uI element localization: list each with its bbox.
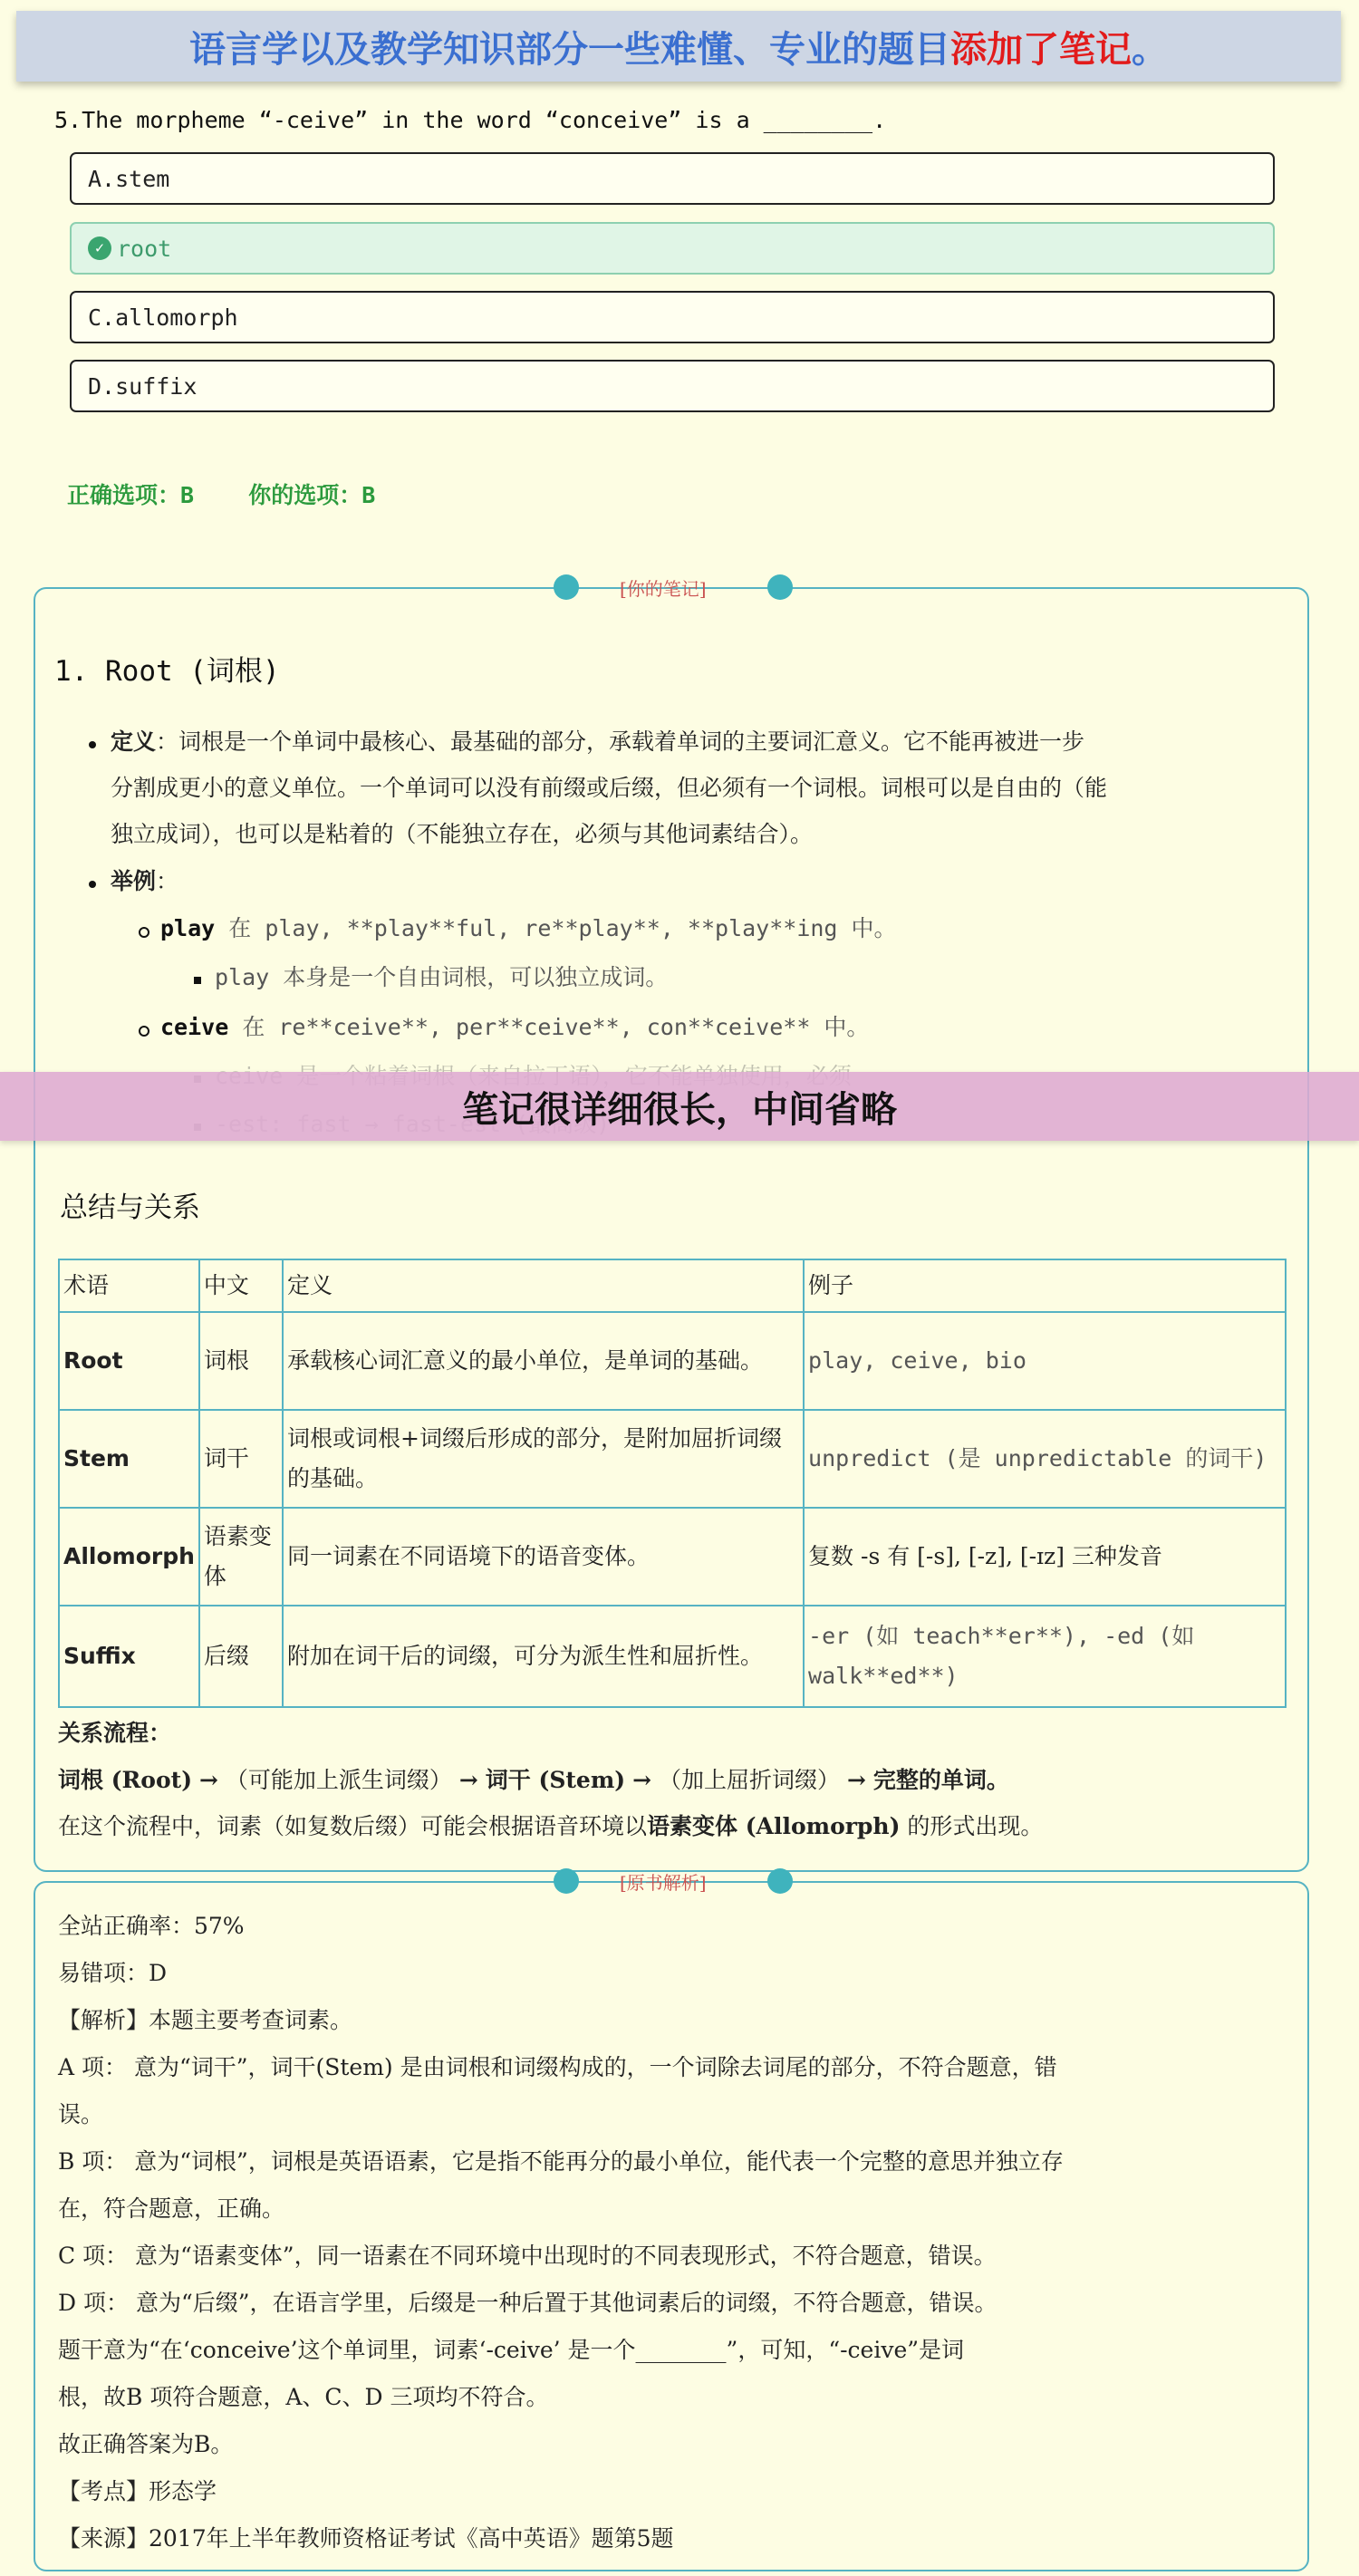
banner-period: 。 (1132, 28, 1168, 71)
table-cell-def: 附加在词干后的词缀，可分为派生性和屈折性。 (283, 1606, 804, 1707)
definition-block (111, 719, 1288, 857)
table-cell-example: play, ceive, bio (804, 1312, 1286, 1410)
table-cell-def: 承载核心词汇意义的最小单位，是单词的基础。 (283, 1312, 804, 1410)
analysis-line: 故正确答案为B。 (58, 2431, 234, 2457)
example-1: play 在 play, **play**ful, re**play**, **play**ing 中。 (160, 915, 897, 941)
correct-answer: 正确选项：B (67, 482, 195, 508)
table-cell-term: Allomorph (59, 1508, 199, 1606)
analysis-line: 误。 (58, 2101, 104, 2127)
table-cell-cn: 后缀 (199, 1606, 283, 1707)
table-cell-term: Suffix (59, 1606, 199, 1707)
option-d-label: D.suffix (88, 372, 198, 400)
definition-line-2: 分割成更小的意义单位。一个单词可以没有前缀或后缀，但必须有一个词根。词根可以是自由的（能 (111, 775, 1108, 801)
sub-sub-bullet (194, 977, 201, 984)
analysis-tag: [原书解析] (620, 1872, 707, 1894)
example-2: ceive 在 re**ceive**, per**ceive**, con**ceive** 中。 (160, 1014, 870, 1040)
analysis-line: A 项： 意为“词干”，词干(Stem) 是由词根和词缀构成的，一个词除去词尾的部分，不符合题意，错 (58, 2054, 1057, 2080)
analysis-line: 在，符合题意，正确。 (58, 2195, 285, 2222)
analysis-line: B 项： 意为“词根”，词根是英语语素，它是指不能再分的最小单位，能代表一个完整的意思并独立存 (58, 2148, 1064, 2175)
analysis-line: 根，故B 项符合题意，A、C、D 三项均不符合。 (58, 2384, 549, 2410)
analysis-right-dot (767, 1868, 793, 1894)
option-b[interactable] (70, 222, 1275, 275)
table-row (59, 1606, 1286, 1707)
omitted-overlay: 笔记很详细很长，中间省略 (0, 1072, 1359, 1141)
table-cell-term: Stem (59, 1410, 199, 1508)
table-row (59, 1410, 1286, 1508)
flow-label: 关系流程： (58, 1720, 172, 1746)
examples-label: 举例： (111, 868, 179, 894)
sub-bullet (139, 927, 149, 938)
table-cell-example: 复数 -s 有 [-s], [-z], [-ɪz] 三种发音 (804, 1508, 1286, 1606)
bullet (89, 741, 96, 748)
question-text: 5.The morpheme “-ceive” in the word “conceive” is a ________. (54, 107, 887, 133)
option-c-label: C.allomorph (88, 304, 238, 331)
table-row (59, 1312, 1286, 1410)
table-row (59, 1508, 1286, 1606)
analysis-line: 【解析】本题主要考查词素。 (58, 2007, 353, 2033)
option-a[interactable] (70, 152, 1275, 205)
banner-title: 语言学以及教学知识部分一些难懂、专业的题目 (189, 28, 950, 71)
table-header: 例子 (804, 1259, 1286, 1312)
analysis-line: C 项： 意为“语素变体”，同一语素在不同环境中出现时的不同表现形式，不符合题意，错误。 (58, 2243, 997, 2269)
table-cell-cn: 词干 (199, 1410, 283, 1508)
your-answer: 你的选项：B (248, 482, 376, 508)
bullet (89, 881, 96, 888)
table-cell-term: Root (59, 1312, 199, 1410)
analysis-text (58, 1903, 1299, 2562)
table-cell-def: 词根或词根+词缀后形成的部分，是附加屈折词缀的基础。 (283, 1410, 804, 1508)
notes-left-dot (554, 574, 579, 600)
analysis-line: D 项： 意为“后缀”，在语言学里，后缀是一种后置于其他词素后的词缀，不符合题意，错误。 (58, 2290, 998, 2316)
table-cell-cn: 语素变体 (199, 1508, 283, 1606)
option-b-label: root (117, 235, 172, 262)
header-banner (16, 11, 1341, 82)
table-cell-def: 同一词素在不同语境下的语音变体。 (283, 1508, 804, 1606)
analysis-line: 全站正确率：57% (58, 1913, 245, 1939)
notes-right-dot (767, 574, 793, 600)
flow-note: 在这个流程中，词素（如复数后缀）可能会根据语音环境以语素变体 (Allomorph) 的形式出现。 (58, 1813, 1044, 1839)
analysis-line: 【考点】形态学 (58, 2478, 217, 2504)
check-icon: ✓ (88, 236, 111, 260)
table-cell-example: -er (如 teach**er**), -ed (如 walk**ed**) (804, 1606, 1286, 1707)
table-header: 术语 (59, 1259, 199, 1312)
definition-line-3: 独立成词），也可以是粘着的（不能独立存在，必须与其他词素结合）。 (111, 821, 814, 847)
table-cell-example: unpredict (是 unpredictable 的词干) (804, 1410, 1286, 1508)
terms-table (58, 1259, 1287, 1708)
banner-highlight: 添加了笔记 (950, 28, 1132, 71)
table-header: 定义 (283, 1259, 804, 1312)
option-c[interactable] (70, 291, 1275, 343)
option-a-label: A.stem (88, 165, 170, 192)
definition-line-1: ：词根是一个单词中最核心、最基础的部分，承载着单词的主要词汇意义。它不能再被进一步 (156, 728, 1085, 755)
note-heading: 1. Root (词根) (54, 655, 280, 688)
notes-tag: [你的笔记] (620, 578, 707, 600)
flow-line: 词根 (Root) → （可能加上派生词缀） → 词干 (Stem) → （加上屈折词缀） → 完整的单词。 (58, 1767, 1009, 1793)
summary-title: 总结与关系 (60, 1192, 200, 1224)
table-header: 中文 (199, 1259, 283, 1312)
analysis-left-dot (554, 1868, 579, 1894)
table-cell-cn: 词根 (199, 1312, 283, 1410)
answer-summary (67, 478, 375, 510)
example-1-note: play 本身是一个自由词根，可以独立成词。 (215, 964, 669, 990)
analysis-line: 题干意为“在‘conceive’这个单词里，词素‘-ceive’ 是一个________”，可知，“-ceive”是词 (58, 2337, 965, 2363)
analysis-line: 易错项：D (58, 1960, 168, 1986)
sub-bullet (139, 1026, 149, 1037)
option-d[interactable] (70, 360, 1275, 412)
analysis-line: 【来源】2017年上半年教师资格证考试《高中英语》题第5题 (58, 2525, 674, 2552)
definition-label: 定义 (111, 728, 157, 755)
table-header-row (59, 1259, 1286, 1312)
